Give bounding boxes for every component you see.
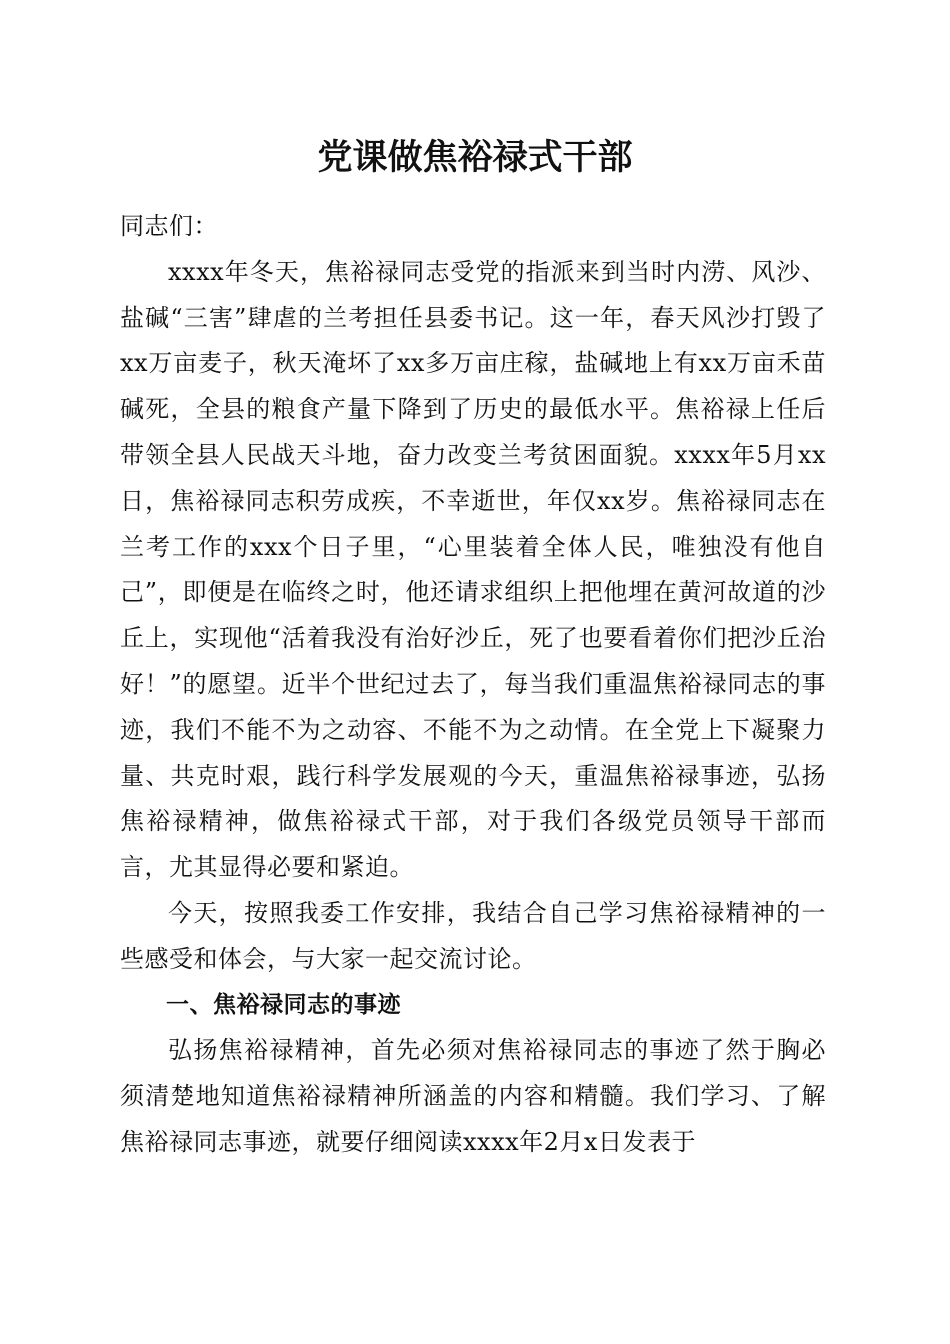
document-body	[120, 204, 826, 1166]
paragraph-today: 今天，按照我委工作安排，我结合自己学习焦裕禄精神的一些感受和体会，与大家一起交流讨论。	[120, 898, 826, 973]
section-paragraph: 弘扬焦裕禄精神，首先必须对焦裕禄同志的事迹了然于胸必须清楚地知道焦裕禄精神所涵盖的内容和精髓。我们学习、了解焦裕禄同志事迹，就要仔细阅读xxxx年2月x日发表于	[120, 1036, 826, 1156]
salutation: 同志们：	[120, 212, 218, 240]
paragraph-intro: xxxx年冬天，焦裕禄同志受党的指派来到当时内涝、风沙、盐碱“三害”肆虐的兰考担任县委书记。这一年，春天风沙打毁了xx万亩麦子，秋天淹坏了xx多万亩庄稼，盐碱地上有xx万亩禾苗碱死，全县的粮食产量下降到了历史的最低水平。焦裕禄上任后带领全县人民战天斗地，奋力改变兰考贫困面貌。xxxx年5月xx日，焦裕禄同志积劳成疾，不幸逝世，年仅xx岁。焦裕禄同志在兰考工作的xxx个日子里，“心里装着全体人民，唯独没有他自己”，即便是在临终之时，他还请求组织上把他埋在黄河故道的沙丘上，实现他“活着我没有治好沙丘，死了也要看着你们把沙丘治好！”的愿望。近半个世纪过去了，每当我们重温焦裕禄同志的事迹，我们不能不为之动容、不能不为之动情。在全党上下凝聚力量、共克时艰，践行科学发展观的今天，重温焦裕禄事迹，弘扬焦裕禄精神，做焦裕禄式干部，对于我们各级党员领导干部而言，尤其显得必要和紧迫。	[120, 257, 826, 882]
document-title: 党课做焦裕禄式干部	[317, 137, 633, 178]
section-heading: 一、焦裕禄同志的事迹	[166, 991, 401, 1018]
